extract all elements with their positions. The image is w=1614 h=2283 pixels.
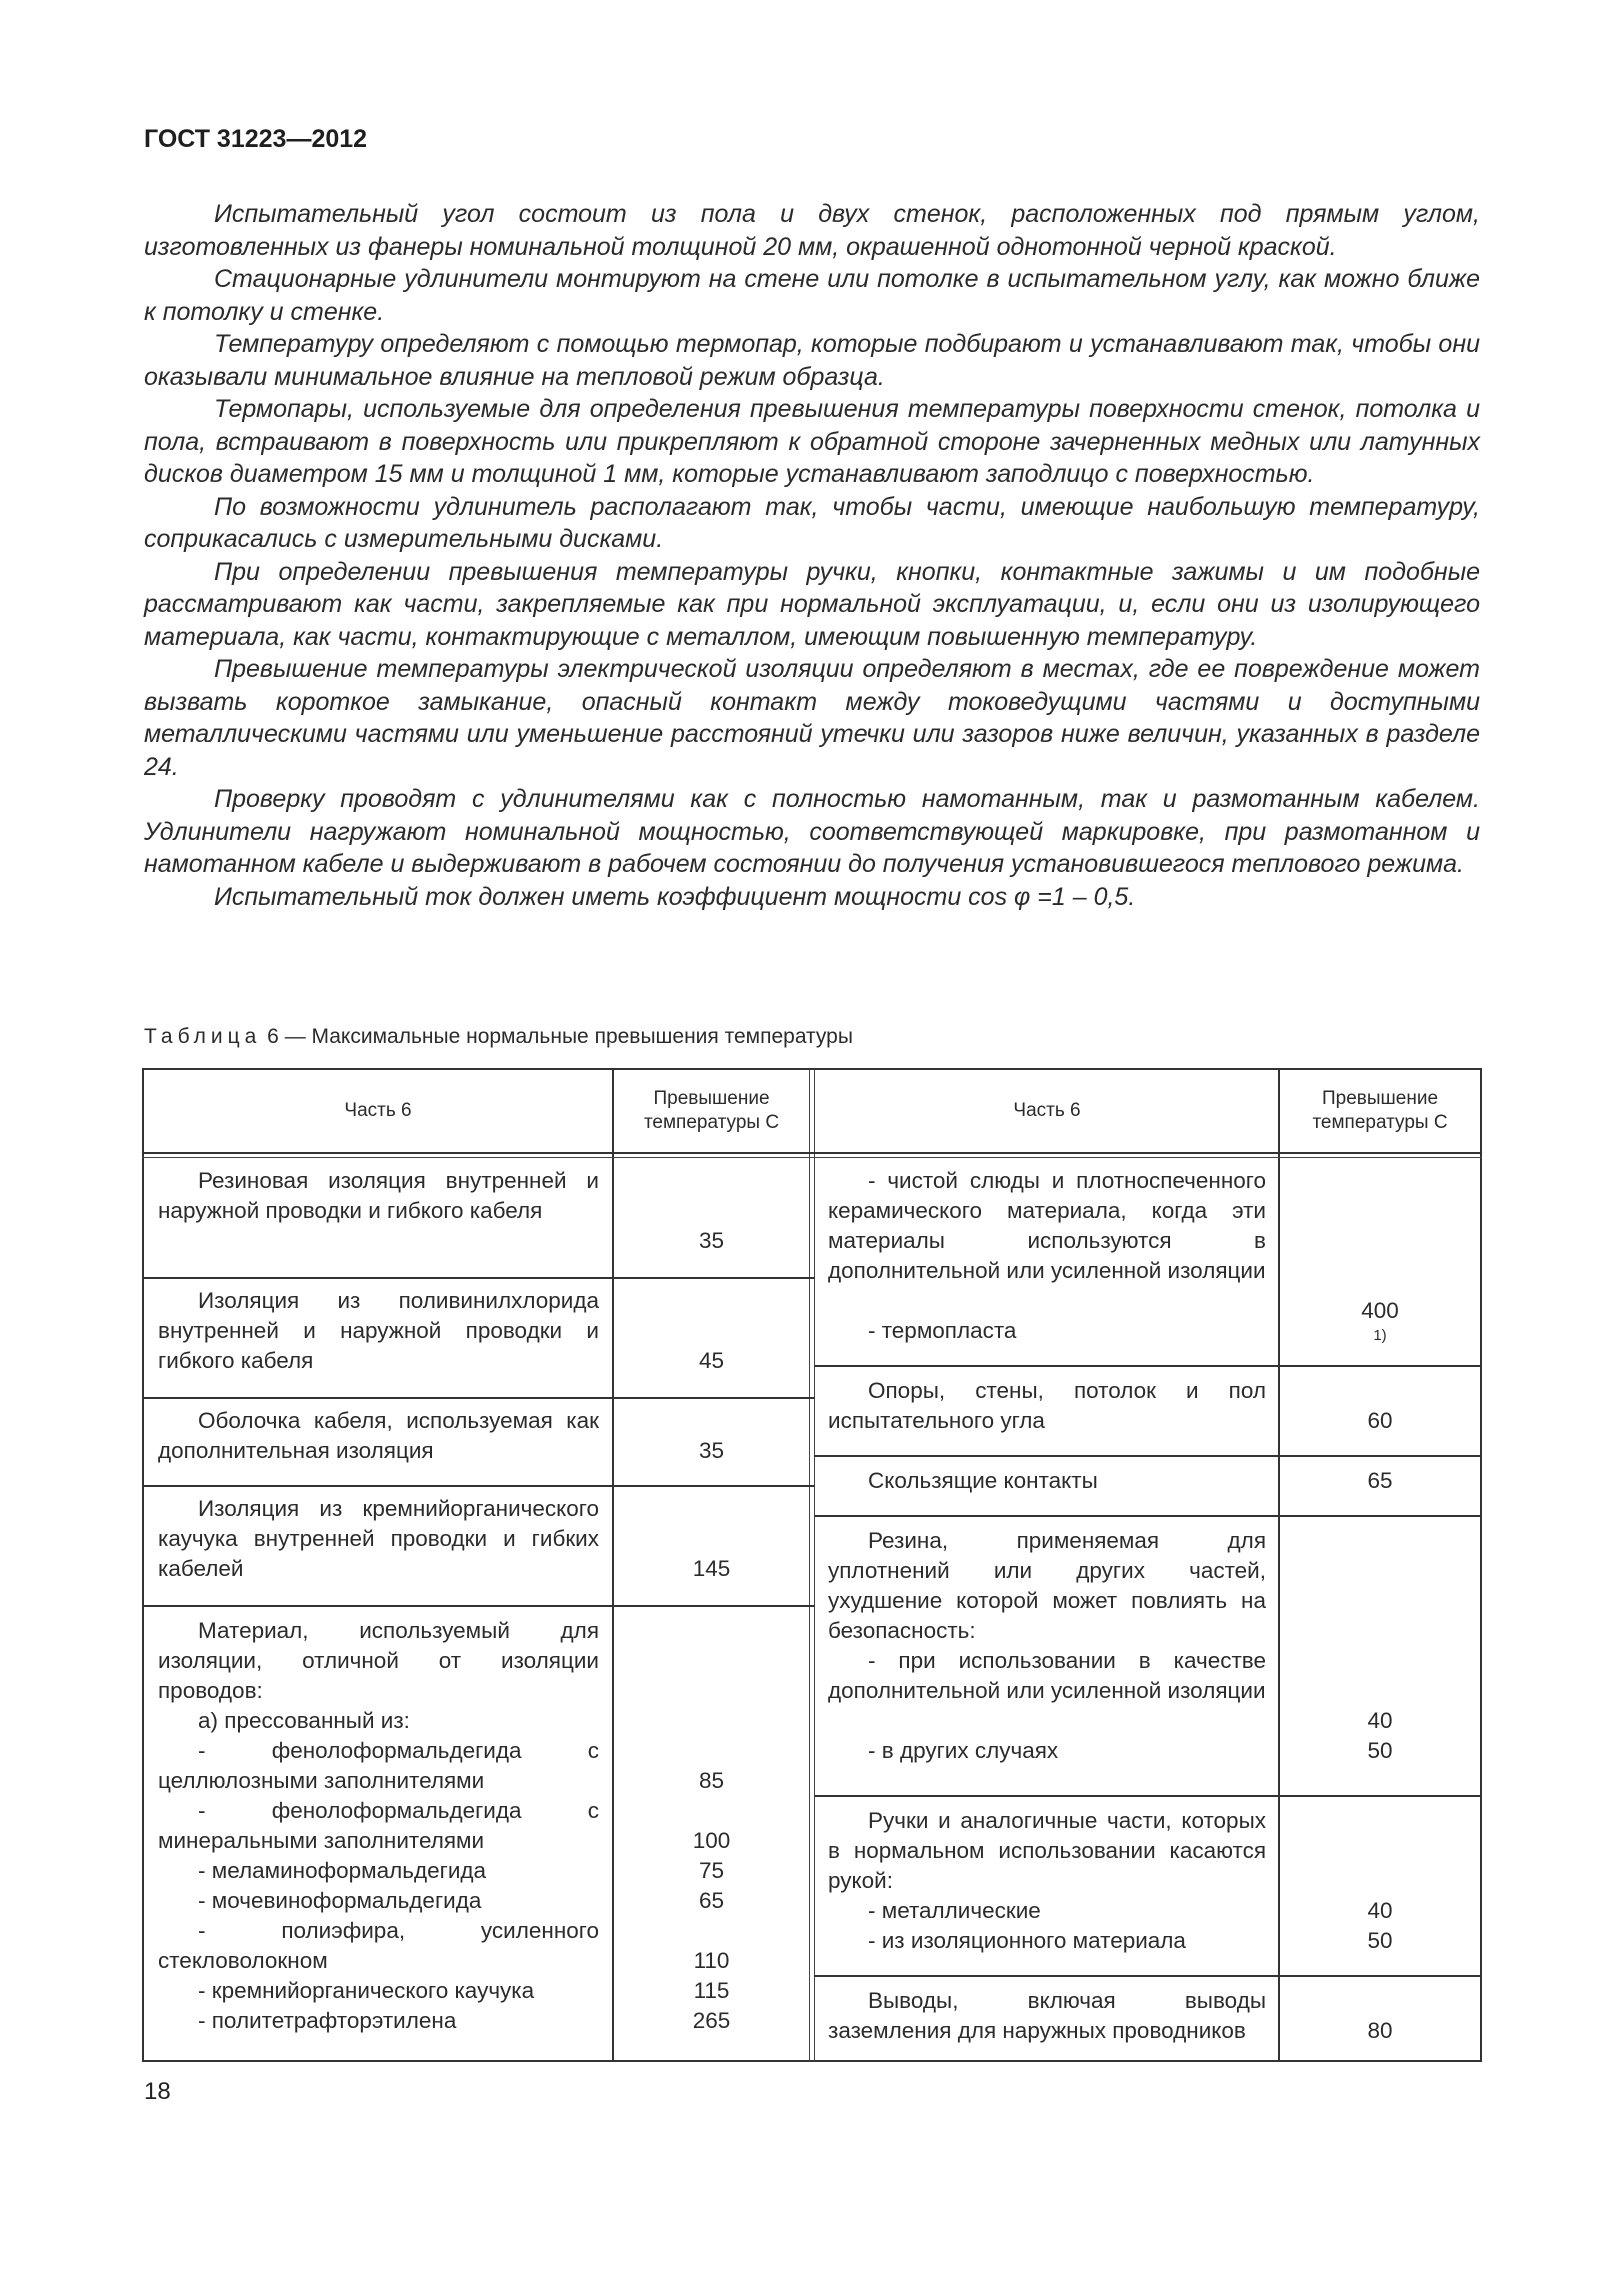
row-divider bbox=[814, 1455, 1482, 1457]
table-cell-value: 65 bbox=[698, 1888, 725, 1913]
row-divider bbox=[814, 1515, 1482, 1517]
table-cell-value: 50 bbox=[1367, 1928, 1393, 1953]
table-cell-value: 60 bbox=[1367, 1408, 1393, 1433]
table-cell-value: 400 bbox=[1361, 1298, 1399, 1323]
page-number: 18 bbox=[144, 2078, 171, 2105]
table-cell-description: Опоры, стены, потолок и пол испытательного угла bbox=[828, 1378, 1266, 1433]
table-cell-value: 115 bbox=[693, 1978, 730, 2003]
table-cell-description: Изоляция из кремнийорганического каучука внутренней проводки и гибких кабелей bbox=[158, 1496, 599, 1581]
column-divider bbox=[814, 1068, 815, 2062]
table-cell-description: Оболочка кабеля, используемая как дополнительная изоляция bbox=[158, 1408, 599, 1463]
header-part-left: Часть 6 bbox=[344, 1100, 412, 1121]
table-cell-value: 85 bbox=[698, 1768, 725, 1793]
header-part-right: Часть 6 bbox=[1013, 1100, 1081, 1121]
row-divider bbox=[142, 1485, 814, 1487]
header-divider bbox=[142, 1152, 1482, 1154]
table-cell-description: Резиновая изоляция внутренней и наружной проводки и гибкого кабеля bbox=[158, 1168, 599, 1223]
table-cell-value: 35 bbox=[698, 1228, 725, 1253]
table-cell-value: 75 bbox=[698, 1858, 725, 1883]
paragraph: При определении превышения температуры ручки, кнопки, контактные зажимы и им подобные рассматривают как части, закрепляемые как при нормальной эксплуатации, и, если они из изолирующего материала, как части, контактирующие с металлом, имеющим повышенную температуру. bbox=[144, 557, 1480, 651]
row-divider bbox=[142, 1605, 814, 1607]
footnote-marker: 1) bbox=[1373, 1327, 1387, 1344]
table-cell-description: Материал, используемый для изоляции, отличной от изоляции проводов: а) прессованный из: - фенолоформальдегида с целлюлозными заполнителями - фенолоформальдегида с минеральными заполнителями - меламиноформальдегида - мочевиноформальдегида - полиэфира, усиленного стекловолокном - кремнийорганического каучука - политетрафторэтилена bbox=[158, 1618, 599, 2033]
table-cell-value: 100 bbox=[692, 1828, 731, 1853]
table-cell-value: 265 bbox=[692, 2008, 731, 2033]
header-divider bbox=[142, 1157, 1482, 1158]
paragraph: Температуру определяют с помощью термопар, которые подбирают и устанавливают так, чтобы они оказывали минимальное влияние на тепловой режим образца. bbox=[144, 330, 1480, 391]
row-divider bbox=[814, 1795, 1482, 1797]
body-text bbox=[144, 198, 1480, 913]
row-divider bbox=[142, 1397, 814, 1399]
table-caption-prefix: Таблица bbox=[144, 1025, 262, 1048]
table-cell-description: Ручки и аналогичные части, которых в нормальном использовании касаются рукой: - металлические - из изоляционного материала bbox=[828, 1808, 1266, 1953]
table-cell-description: Изоляция из поливинилхлорида внутренней и наружной проводки и гибкого кабеля bbox=[158, 1288, 599, 1373]
paragraph: Стационарные удлинители монтируют на стене или потолке в испытательном углу, как можно ближе к потолку и стенке. bbox=[144, 265, 1480, 326]
table-cell-value: 40 bbox=[1367, 1708, 1393, 1733]
header-temp-left: Превышение температуры С bbox=[643, 1088, 780, 1133]
header-temp-right: Превышение температуры С bbox=[1312, 1088, 1448, 1133]
paragraph: Испытательный ток должен иметь коэффициент мощности cos φ =1 – 0,5. bbox=[214, 882, 1136, 911]
table-cell-value: 35 bbox=[698, 1438, 725, 1463]
paragraph: Превышение температуры электрической изоляции определяют в местах, где ее повреждение может вызвать короткое замыкание, опасный контакт между токоведущими частями и доступными металлическими частями или уменьшение расстояний утечки или зазоров ниже величин, указанных в разделе 24. bbox=[144, 655, 1480, 781]
row-divider bbox=[142, 1277, 814, 1279]
table-caption bbox=[144, 1025, 853, 1049]
table-cell-value: 145 bbox=[692, 1556, 731, 1581]
table-cell-value: 50 bbox=[1367, 1738, 1393, 1763]
table-cell-description: Резина, применяемая для уплотнений или других частей, ухудшение которой может повлиять на безопасность: - при использовании в качестве дополнительной или усиленной изоляции - в других случаях bbox=[828, 1528, 1266, 1763]
table-cell-value: 40 bbox=[1367, 1898, 1393, 1923]
paragraph: Проверку проводят с удлинителями как с полностью намотанным, так и размотанным кабелем. Удлинители нагружают номинальной мощностью, соответствующей маркировке, при размотанном и намотанном кабеле и выдерживают в рабочем состоянии до получения установившегося теплового режима. bbox=[144, 785, 1480, 878]
row-divider bbox=[814, 1975, 1482, 1977]
column-divider bbox=[809, 1068, 810, 2062]
table-cell-description: - чистой слюды и плотноспеченного керамического материала, когда эти материалы используются в дополнительной или усиленной изоляции - термопласта bbox=[828, 1168, 1266, 1343]
paragraph: Испытательный угол состоит из пола и двух стенок, расположенных под прямым углом, изготовленных из фанеры номинальной толщиной 20 мм, окрашенной однотонной черной краской. bbox=[144, 200, 1480, 261]
paragraph: Термопары, используемые для определения превышения температуры поверхности стенок, потолка и пола, встраивают в поверхность или прикрепляют к обратной стороне зачерненных медных или латунных дисков диаметром 15 мм и толщиной 1 мм, которые устанавливают заподлицо с поверхностью. bbox=[144, 395, 1480, 488]
table-cell-description: Скользящие контакты bbox=[868, 1468, 1098, 1493]
paragraph: По возможности удлинитель располагают так, чтобы части, имеющие наибольшую температуру, соприкасались с измерительными дисками. bbox=[144, 492, 1480, 553]
row-divider bbox=[814, 1365, 1482, 1367]
table-caption-title: 6 — Максимальные нормальные превышения температуры bbox=[261, 1025, 853, 1048]
document-header: ГОСТ 31223—2012 bbox=[144, 125, 368, 153]
table-cell-value: 65 bbox=[1367, 1468, 1393, 1493]
table-cell-value: 45 bbox=[698, 1348, 725, 1373]
table-cell-value: 110 bbox=[693, 1948, 730, 1973]
table-cell-description: Выводы, включая выводы заземления для наружных проводников bbox=[828, 1988, 1266, 2043]
table-cell-value: 80 bbox=[1367, 2018, 1393, 2043]
